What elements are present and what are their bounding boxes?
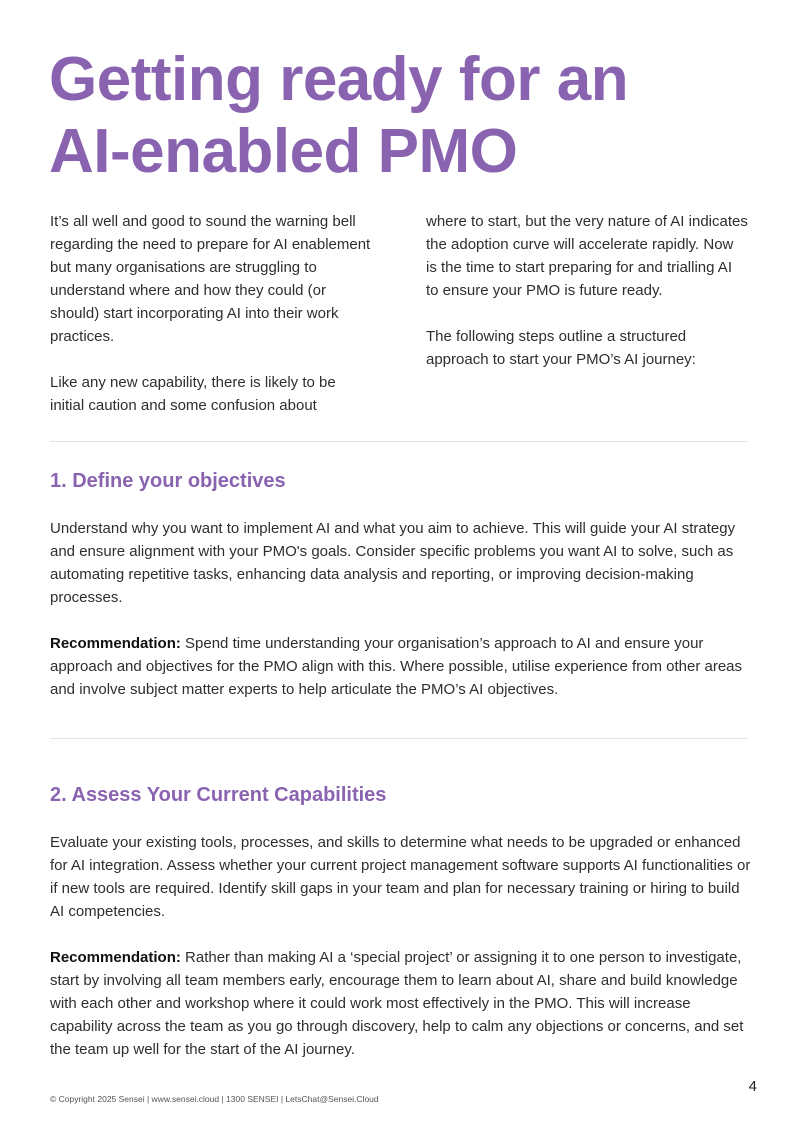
section-divider [50,738,748,739]
recommendation-text: Rather than making AI a ‘special project’ or assigning it to one person to investigate, start by involving all team members early, encourage them to learn about AI, share and build knowledge with each other and workshop where it could work most effectively in the PMO. This will increase capability across the team as you go through discovery, help to calm any objections or concerns, and set the team up well for the start of the AI journey. [50,949,744,1058]
section-body-define-objectives [50,517,756,724]
recommendation-paragraph [50,946,756,1061]
section-paragraph: Understand why you want to implement AI and what you aim to achieve. This will guide your AI strategy and ensure alignment with your PMO's goals. Consider specific problems you want AI to solve, such as automating repetitive tasks, enhancing data analysis and reporting, or improving decision-making processes. [50,520,736,606]
intro-column-right [426,210,748,394]
page-title [49,44,769,188]
footer-copyright: © Copyright 2025 Sensei | www.sensei.cloud | 1300 SENSEI | LetsChat@Sensei.Cloud [50,1094,379,1104]
recommendation-paragraph [50,632,756,701]
section-heading-assess-capabilities: 2. Assess Your Current Capabilities [50,784,387,806]
intro-column-left [50,210,372,440]
recommendation-label: Recommendation: [50,635,181,652]
page-title-line-2: AI-enabled PMO [49,117,518,186]
page-title-line-1: Getting ready for an [49,45,629,114]
recommendation-label: Recommendation: [50,949,181,966]
intro-paragraph: The following steps outline a structured approach to start your PMO’s AI journey: [426,328,696,368]
page-number: 4 [748,1078,757,1095]
intro-paragraph: where to start, but the very nature of AI indicates the adoption curve will accelerate rapidly. Now is the time to start preparing for and trialling AI to ensure your PMO is future ready. [426,213,748,299]
intro-paragraph: Like any new capability, there is likely to be initial caution and some confusion about [50,374,336,414]
section-paragraph: Evaluate your existing tools, processes, and skills to determine what needs to be upgraded or enhanced for AI integration. Assess whether your current project management software supports AI functionalities or if new tools are required. Identify skill gaps in your team and plan for necessary training or hiring to build AI competencies. [50,834,751,920]
section-divider [50,441,748,442]
recommendation-text: Spend time understanding your organisation’s approach to AI and ensure your approach and objectives for the PMO align with this. Where possible, utilise experience from other areas and involve subject matter experts to help articulate the PMO’s AI objectives. [50,635,743,698]
section-heading-define-objectives: 1. Define your objectives [50,470,286,492]
intro-paragraph: It’s all well and good to sound the warning bell regarding the need to prepare for AI enablement but many organisations are struggling to understand where and how they could (or should) start incorporating AI into their work practices. [50,213,371,345]
section-body-assess-capabilities [50,831,756,1084]
